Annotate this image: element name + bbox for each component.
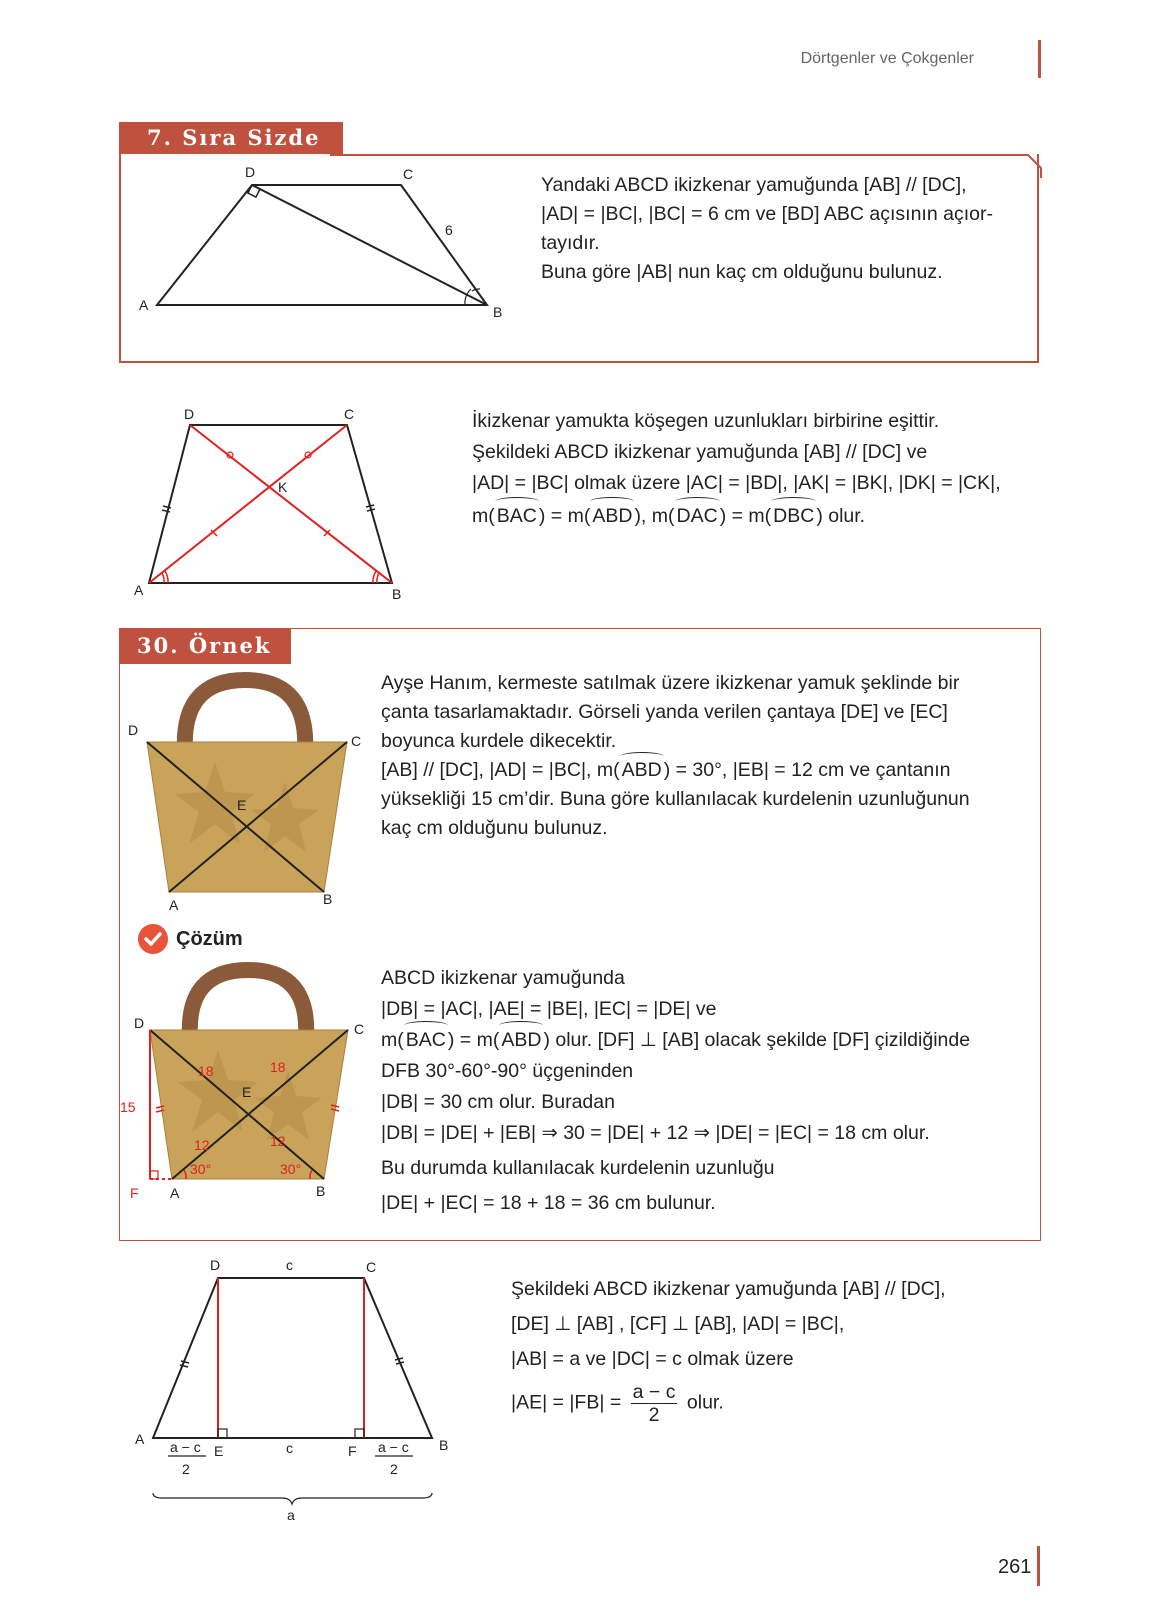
angle-mark: BAC: [495, 501, 539, 532]
text-line: |AB| = a ve |DC| = c olmak üzere: [511, 1348, 794, 1370]
text-line: |AE| = |FB| = $\frac{a - c}{2}$ olur.: [511, 1381, 724, 1426]
label-right-den: 2: [390, 1461, 398, 1477]
label-angle-a: 30°: [190, 1161, 212, 1177]
label-E: E: [242, 1084, 252, 1100]
text-line: |AD| = |BC| olmak üzere |AC| = |BD|, |AK| = |BK|, |DK| = |CK|,: [472, 472, 1001, 494]
text-line: |AD| = |BC|, |BC| = 6 cm ve [BD] ABC açısının açıor-: [541, 203, 993, 225]
angle-mark: DAC: [675, 501, 720, 532]
angle-mark: ABD: [590, 501, 634, 532]
label-F: F: [348, 1443, 357, 1459]
text-line: |DE| + |EC| = 18 + 18 = 36 cm bulunur.: [381, 1192, 716, 1214]
sira-sizde-figure: [135, 163, 515, 323]
label-F: F: [130, 1185, 139, 1201]
ornek-tab: 30. Örnek: [119, 628, 291, 664]
header-accent-bar: [1038, 40, 1041, 78]
label-A: A: [139, 297, 149, 313]
text-line: |DB| = |DE| + |EB| ⇒ 30 = |DE| + 12 ⇒ |DE| = |EC| = 18 cm olur.: [381, 1122, 930, 1144]
angle-mark: BAC: [404, 1025, 448, 1056]
text-line: tayıdır.: [541, 232, 600, 254]
label-left-num: a − c: [170, 1439, 201, 1455]
label-D: D: [134, 1015, 145, 1031]
label-E: E: [237, 797, 247, 813]
heights-figure: [132, 1257, 462, 1523]
label-height: 15: [120, 1099, 136, 1115]
text-line: çanta tasarlamaktadır. Görseli yanda verilen çantaya [DE] ve [EC]: [381, 701, 948, 723]
text-line: ABCD ikizkenar yamuğunda: [381, 967, 625, 989]
label-B: B: [392, 586, 402, 602]
label-ae: 12: [194, 1137, 210, 1153]
label-K: K: [278, 479, 288, 495]
text-line: Ayşe Hanım, kermeste satılmak üzere ikizkenar yamuk şeklinde bir: [381, 672, 960, 694]
label-B: B: [316, 1183, 326, 1199]
text-line: |DB| = |AC|, |AE| = |BE|, |EC| = |DE| ve: [381, 998, 717, 1020]
label-D: D: [245, 164, 256, 180]
text-line: m( BAC ) = m( ABD ), m( DAC ) = m( DBC ) olur.: [472, 501, 1052, 532]
page-number: 261: [998, 1556, 1032, 1578]
label-D: D: [128, 722, 139, 738]
label-angle-b: 30°: [280, 1161, 302, 1177]
label-C: C: [351, 733, 362, 749]
label-mid-c: c: [286, 1440, 293, 1456]
text-line: DFB 30°-60°-90° üçgeninden: [381, 1060, 634, 1082]
label-top-c: c: [286, 1257, 293, 1273]
angle-mark: DBC: [771, 501, 816, 532]
label-A: A: [134, 582, 144, 598]
ornek-text: [381, 669, 1021, 843]
sira-sizde-text: [541, 171, 1021, 287]
diagonals-figure: [130, 403, 420, 603]
label-B: B: [493, 304, 503, 320]
fraction: $\frac{a - c}{2}$: [632, 1381, 676, 1426]
text-line: m( BAC ) = m( ABD ) olur. [DF] ⊥ [AB] olacak şekilde [DF] çizildiğinde: [381, 1025, 1041, 1056]
label-D: D: [184, 406, 195, 422]
angle-mark: ABD: [620, 756, 664, 785]
label-B: B: [439, 1437, 449, 1453]
text-line: Bu durumda kullanılacak kurdelenin uzunluğu: [381, 1157, 775, 1179]
text-line: İkizkenar yamukta köşegen uzunlukları birbirine eşittir.: [472, 410, 940, 432]
label-D: D: [210, 1257, 221, 1273]
sira-sizde-tab: 7. Sıra Sizde: [119, 122, 343, 154]
label-C: C: [366, 1259, 377, 1275]
label-C: C: [344, 406, 355, 422]
checkmark-icon: [138, 924, 168, 954]
text-line: Şekildeki ABCD ikizkenar yamuğunda [AB] // [DC] ve: [472, 441, 928, 463]
angle-mark: ABD: [499, 1025, 543, 1056]
footer-accent-bar: [1037, 1546, 1040, 1586]
label-A: A: [170, 1185, 180, 1201]
label-A: A: [169, 897, 179, 913]
diagonals-text: [472, 406, 1052, 532]
label-de: 18: [198, 1063, 214, 1079]
text-line: Şekildeki ABCD ikizkenar yamuğunda [AB] // [DC],: [511, 1278, 946, 1300]
text-line: kaç cm olduğunu bulunuz.: [381, 817, 608, 839]
chapter-title: Dörtgenler ve Çokgenler: [800, 50, 974, 67]
label-right-num: a − c: [378, 1439, 409, 1455]
text-line: boyunca kurdele dikecektir.: [381, 730, 617, 752]
bag-solution-figure: [118, 962, 378, 1207]
bag-figure: [125, 672, 375, 912]
label-total-a: a: [287, 1507, 295, 1523]
label-B: B: [323, 891, 333, 907]
label-ec: 18: [270, 1059, 286, 1075]
text-line: [AB] // [DC], |AD| = |BC|, m( ABD ) = 30°, |EB| = 12 cm ve çantanın: [381, 756, 1021, 785]
text-line: [DE] ⊥ [AB] , [CF] ⊥ [AB], |AD| = |BC|,: [511, 1313, 845, 1335]
label-C: C: [403, 166, 414, 182]
text-line: |DB| = 30 cm olur. Buradan: [381, 1091, 615, 1113]
cozum-text: [381, 963, 1041, 1219]
label-side: 6: [445, 222, 453, 238]
label-E: E: [214, 1443, 224, 1459]
label-left-den: 2: [182, 1461, 190, 1477]
cozum-label: Çözüm: [176, 928, 243, 950]
text-line: yüksekliği 15 cm’dir. Buna göre kullanılacak kurdelenin uzunluğunun: [381, 788, 970, 810]
text-line: Yandaki ABCD ikizkenar yamuğunda [AB] // [DC],: [541, 174, 967, 196]
label-eb: 12: [270, 1133, 286, 1149]
label-C: C: [354, 1021, 365, 1037]
text-line: Buna göre |AB| nun kaç cm olduğunu bulunuz.: [541, 261, 943, 283]
label-A: A: [135, 1431, 145, 1447]
heights-text: [511, 1272, 1071, 1426]
